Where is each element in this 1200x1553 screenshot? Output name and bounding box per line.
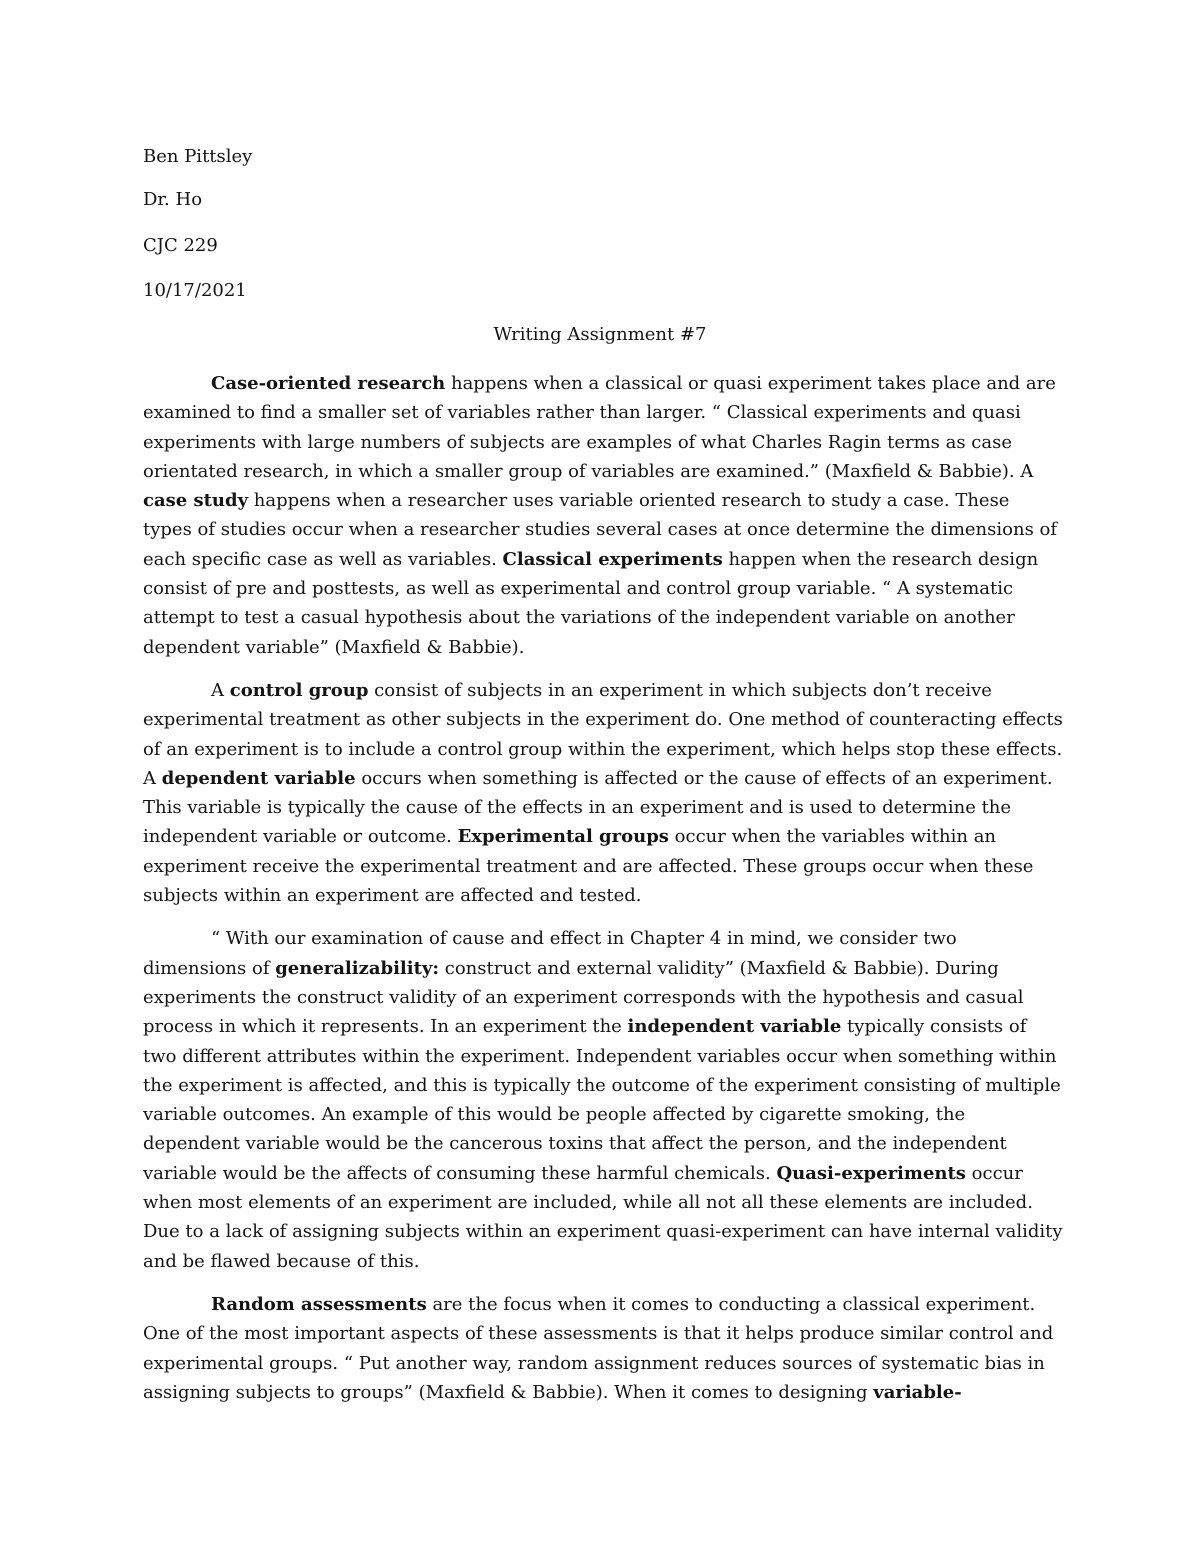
key-term: variable- [873, 1381, 962, 1403]
key-term: Quasi-experiments [776, 1162, 966, 1184]
key-term: generalizability: [275, 957, 440, 979]
key-term: case study [143, 490, 249, 512]
paragraph [143, 1290, 1063, 1407]
page-title: Writing Assignment #7 [493, 324, 707, 345]
text-run: occur when the variables within an experiment receive the experimental treatment and are affected. These groups occur when these subjects within an experiment are affected and tested. [143, 826, 1034, 907]
key-term: Experimental groups [457, 826, 669, 848]
key-term: Classical experiments [502, 548, 723, 570]
key-term: independent variable [627, 1016, 842, 1038]
key-term: control group [229, 679, 369, 701]
text-run: happens when a classical or quasi experiment takes place and are examined to find a smaller set of variables rather than larger. “ Classical experiments and quasi experiments with large numbers of subjects are examples of what Charles Ragin terms as case orientated research, in which a smaller group of variables are examined.” (Maxfield & Babbie). A [143, 373, 1056, 482]
text-run: construct and external validity” (Maxfield & Babbie). During experiments the construct validity of an experiment corresponds with the hypothesis and casual process in which it represents. In an experiment the [143, 957, 1024, 1038]
text-run: consist of subjects in an experiment in which subjects don’t receive experimental treatment as other subjects in the experiment do. One method of counteracting effects of an experiment is to include a control group within the experiment, which helps stop these effects. A [143, 679, 1063, 789]
text-run: are the focus when it comes to conducting a classical experiment. One of the most important aspects of these assessments is that it helps produce similar control and experimental groups. “ Put another way, random assignment reduces sources of systematic bias in assigning subjects to groups” (Maxfield & Babbie). When it comes to designing [143, 1293, 1054, 1403]
text-run: A [211, 679, 230, 701]
course-code: CJC 229 [143, 235, 218, 256]
key-term: Case-oriented research [211, 373, 446, 394]
paragraph [143, 369, 1063, 662]
text-run: occurs when something is affected or the cause of effects of an experiment. This variable is typically the cause of the effects in an experiment and is used to determine the independent variable or outcome. [143, 767, 1053, 848]
text-run: happen when the research design consist of pre and posttests, as well as experimental and control group variable. “ A systematic attempt to test a casual hypothesis about the variations of the independent variable on another dependent variable” (Maxfield & Babbie). [143, 548, 1039, 658]
text-run: “ With our examination of cause and effect in Chapter 4 in mind, we consider two dimensions of [143, 928, 957, 979]
instructor-name: Dr. Ho [143, 189, 203, 210]
text-run: typically consists of two different attributes within the experiment. Independent variables occur when something within the experiment is affected, and this is typically the outcome of the experiment consisting of multiple variable outcomes. An example of this would be people affected by cigarette smoking, the dependent variable would be the cancerous toxins that affect the person, and the independent variable would be the affects of consuming these harmful chemicals. [143, 1016, 1061, 1184]
submission-date: 10/17/2021 [143, 280, 247, 301]
key-term: dependent variable [161, 767, 356, 789]
key-term: Random assessments [211, 1293, 427, 1315]
author-name: Ben Pittsley [143, 146, 253, 167]
text-run: occur when most elements of an experiment are included, while all not all these elements are included. Due to a lack of assigning subjects within an experiment quasi-experiment can have internal validity and be flawed because of this. [143, 1162, 1063, 1272]
essay-body [143, 369, 1063, 1421]
text-run: happens when a researcher uses variable oriented research to study a case. These types of studies occur when a researcher studies several cases at once determine the dimensions of each specific case as well as variables. [143, 490, 1058, 570]
paragraph [143, 676, 1063, 910]
paragraph [143, 924, 1063, 1276]
